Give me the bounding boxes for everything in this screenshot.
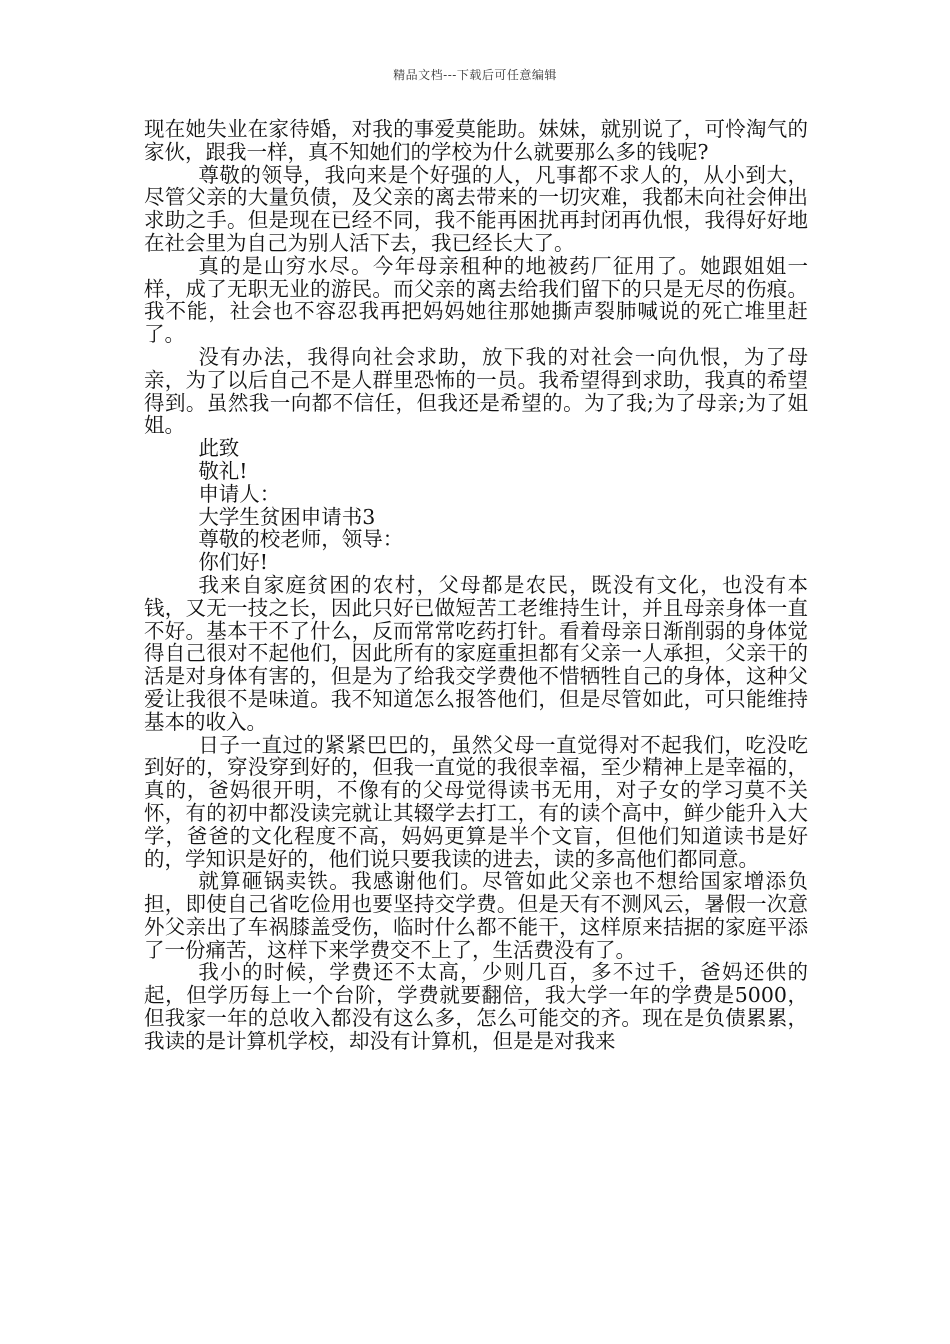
paragraph: 现在她失业在家待婚，对我的事爱莫能助。妹妹，就别说了，可怜淘气的家伙，跟我一样，真不知她们的学校为什么就要那么多的钱呢? bbox=[144, 117, 808, 164]
applicant-line: 申请人： bbox=[198, 481, 281, 506]
closing-line: 此致 bbox=[198, 436, 240, 461]
paragraph: 就算砸锅卖铁。我感谢他们。尽管如此父亲也不想给国家增添负担，即使自己省吃俭用也要坚持交学费。但是天有不测风云，暑假一次意外父亲出了车祸膝盖受伤，临时什么都不能干，这样原来拮据的家庭平添了一份痛苦，这样下来学费交不上了，生活费没有了。 bbox=[144, 869, 808, 962]
salutation: 尊敬的校老师，领导： bbox=[198, 527, 404, 552]
closing-line: 敬礼! bbox=[198, 458, 248, 483]
paragraph: 真的是山穷水尽。今年母亲租种的地被药厂征用了。她跟姐姐一样，成了无职无业的游民。而父亲的离去给我们留下的只是无尽的伤痕。我不能，社会也不容忍我再把妈妈她往那她撕声裂肺喊说的死亡堆里赶了。 bbox=[144, 253, 808, 347]
page-header: 精品文档---下载后可任意编辑 bbox=[393, 68, 557, 82]
section-title: 大学生贫困申请书3 bbox=[198, 504, 376, 529]
paragraph: 尊敬的领导，我向来是个好强的人，凡事都不求人的，从小到大，尽管父亲的大量负债，及父亲的离去带来的一切灾难，我都未向社会伸出求助之手。但是现在已经不同，我不能再困扰再封闭再仇恨，我得好好地在社会里为自己为别人活下去，我已经长大了。 bbox=[144, 162, 808, 255]
paragraph: 没有办法，我得向社会求助，放下我的对社会一向仇恨，为了母亲，为了以后自己不是人群里恐怖的一员。我希望得到求助，我真的希望得到。虽然我一向都不信任，但我还是希望的。为了我;为了母亲;为了姐姐。 bbox=[144, 344, 808, 438]
greeting: 你们好! bbox=[198, 550, 269, 575]
document-body bbox=[144, 118, 808, 1053]
paragraph: 日子一直过的紧紧巴巴的，虽然父母一直觉得对不起我们，吃没吃到好的，穿没穿到好的，但我一直觉的我很幸福，至少精神上是幸福的，真的，爸妈很开明，不像有的父母觉得读书无用，对子女的学习莫不关怀，有的初中都没读完就让其辍学去打工，有的读个高中，鲜少能升入大学，爸爸的文化程度不高，妈妈更算是半个文盲，但他们知道读书是好的，学知识是好的，他们说只要我读的进去，读的多高他们都同意。 bbox=[144, 732, 808, 871]
paragraph: 我来自家庭贫困的农村，父母都是农民，既没有文化，也没有本钱，又无一技之长，因此只好已做短苦工老维持生计，并且母亲身体一直不好。基本干不了什么，反而常常吃药打针。看着母亲日渐削弱的身体觉得自己很对不起他们，因此所有的家庭重担都有父亲一人承担，父亲干的活是对身体有害的，但是为了给我交学费他不惜牺牲自己的身体，这种父爱让我很不是味道。我不知道怎么报答他们，但是尽管如此，可只能维持基本的收入。 bbox=[144, 572, 808, 734]
paragraph: 我小的时候，学费还不太高，少则几百，多不过千，爸妈还供的起，但学历每上一个台阶，学费就要翻倍，我大学一年的学费是5000，但我家一年的总收入都没有这么多，怎么可能交的齐。现在是负债累累，我读的是计算机学校，却没有计算机，但是是对我来 bbox=[144, 960, 808, 1053]
